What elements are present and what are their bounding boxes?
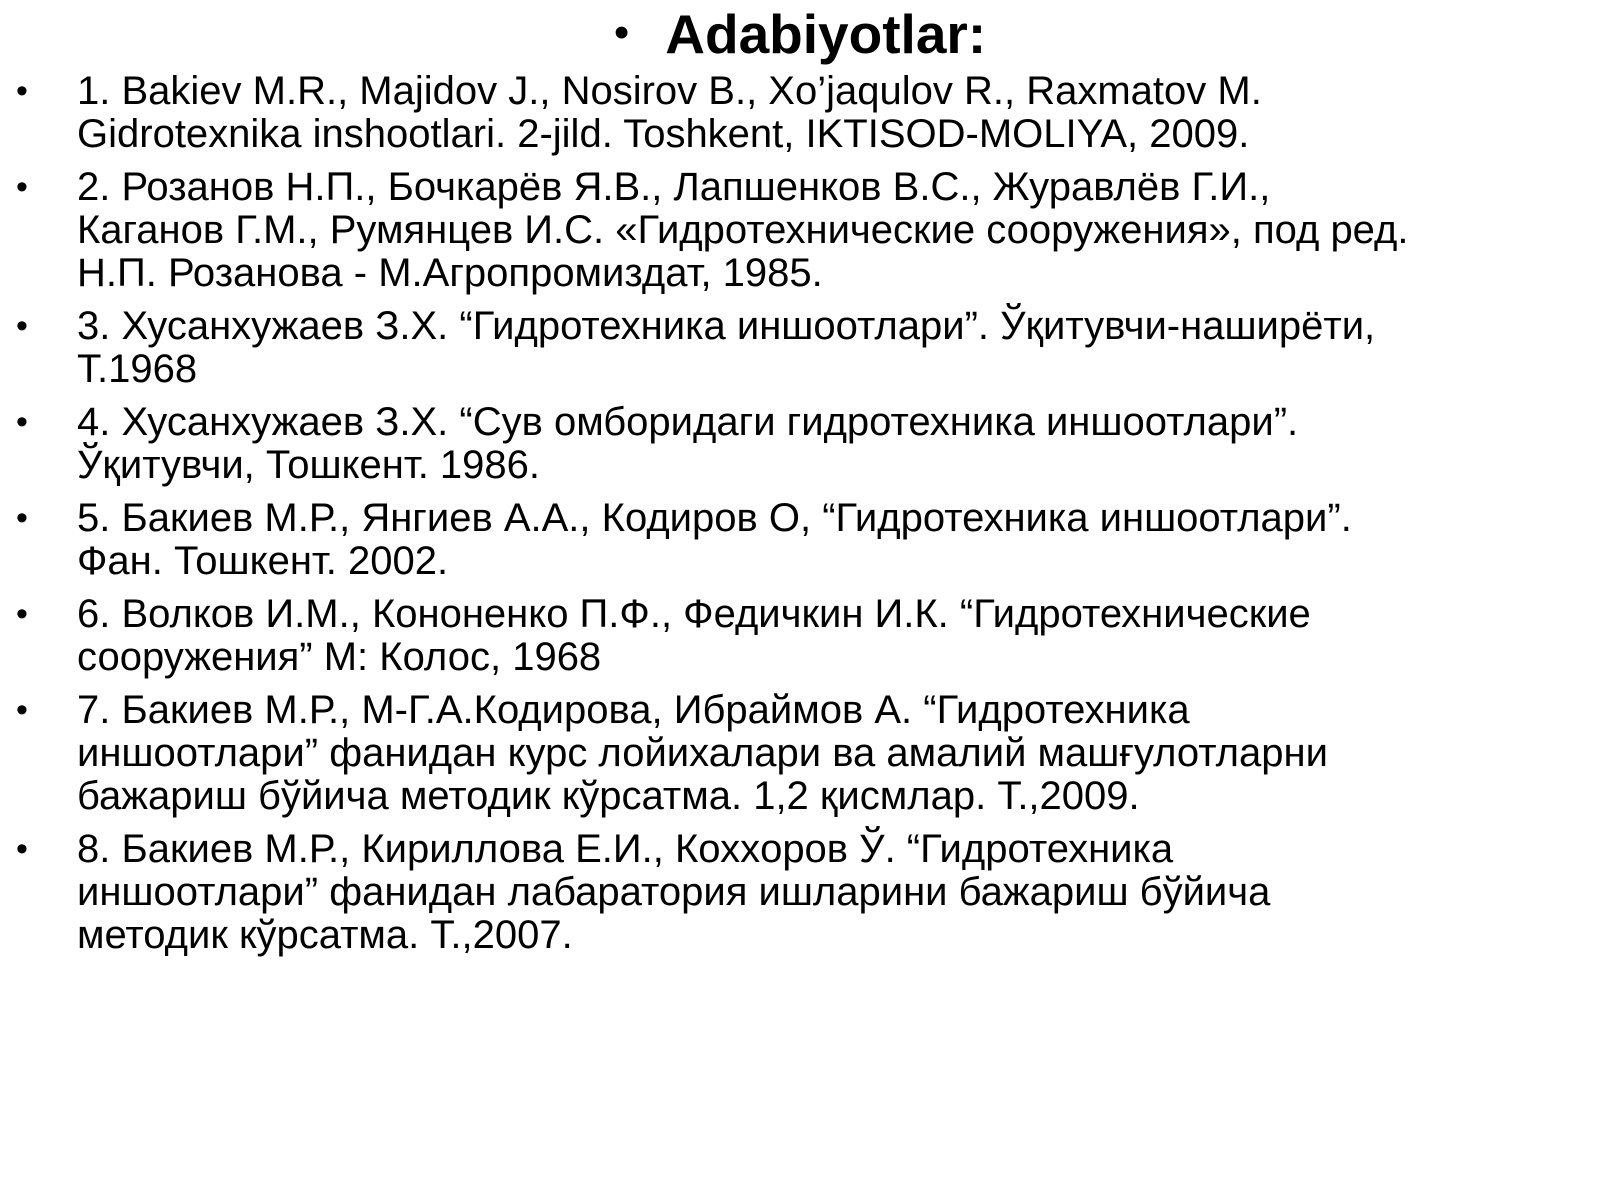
list-item <box>0 828 1600 957</box>
list-item <box>0 689 1600 818</box>
reference-text: 4. Хусанхужаев З.Х. “Сув омборидаги гидротехника иншоотлари”. Ўқитувчи, Тошкент. 1986. <box>77 400 1299 487</box>
list-item <box>0 166 1600 295</box>
list-bullet: • <box>16 830 28 868</box>
list-bullet: • <box>16 72 28 110</box>
reference-text: 1. Bakiev M.R., Majidov J., Nosirov B., Xo’jaqulov R., Raxmatov M. Gidrotexnika inshootlari. 2-jild. Toshkent, IKTISOD-MOLIYA, 2009. <box>77 69 1262 156</box>
list-item <box>0 401 1600 487</box>
list-bullet: • <box>16 307 28 345</box>
reference-text: 6. Волков И.М., Кононенко П.Ф., Федичкин И.К. “Гидротехнические сооружения” М: Колос, 1968 <box>77 592 1311 679</box>
list-bullet: • <box>16 691 28 729</box>
reference-list <box>0 70 1600 967</box>
slide-title-row <box>0 2 1600 71</box>
list-bullet: • <box>16 499 28 537</box>
list-item <box>0 593 1600 679</box>
list-item <box>0 70 1600 156</box>
reference-text: 2. Розанов Н.П., Бочкарёв Я.В., Лапшенков В.С., Журавлёв Г.И., Каганов Г.М., Румянцев И.С. «Гидротехнические сооружения», под ред. Н.П. Розанова - М.Агропромиздат, 1985. <box>77 165 1409 295</box>
slide-title: Adabiyotlar: <box>665 3 987 65</box>
title-bullet: • <box>613 8 630 57</box>
list-bullet: • <box>16 168 28 206</box>
list-item <box>0 497 1600 583</box>
reference-text: 3. Хусанхужаев З.Х. “Гидротехника иншоотлари”. Ўқитувчи-наширёти, Т.1968 <box>77 304 1376 391</box>
reference-text: 7. Бакиев М.Р., М-Г.А.Кодирова, Ибраймов А. “Гидротехника иншоотлари” фанидан курс лойихалари ва амалий машғулотларни бажариш бўйича методик кўрсатма. 1,2 қисмлар. Т.,2009. <box>77 688 1328 818</box>
list-bullet: • <box>16 403 28 441</box>
list-item <box>0 305 1600 391</box>
reference-text: 5. Бакиев М.Р., Янгиев А.А., Кодиров О, “Гидротехника иншоотлари”. Фан. Тошкент. 2002. <box>77 496 1352 583</box>
reference-text: 8. Бакиев М.Р., Кириллова Е.И., Кохxоров Ў. “Гидротехника иншоотлари” фанидан лабаратория ишларини бажариш бўйича методик кўрсатма. Т.,2007. <box>77 827 1271 957</box>
list-bullet: • <box>16 595 28 633</box>
